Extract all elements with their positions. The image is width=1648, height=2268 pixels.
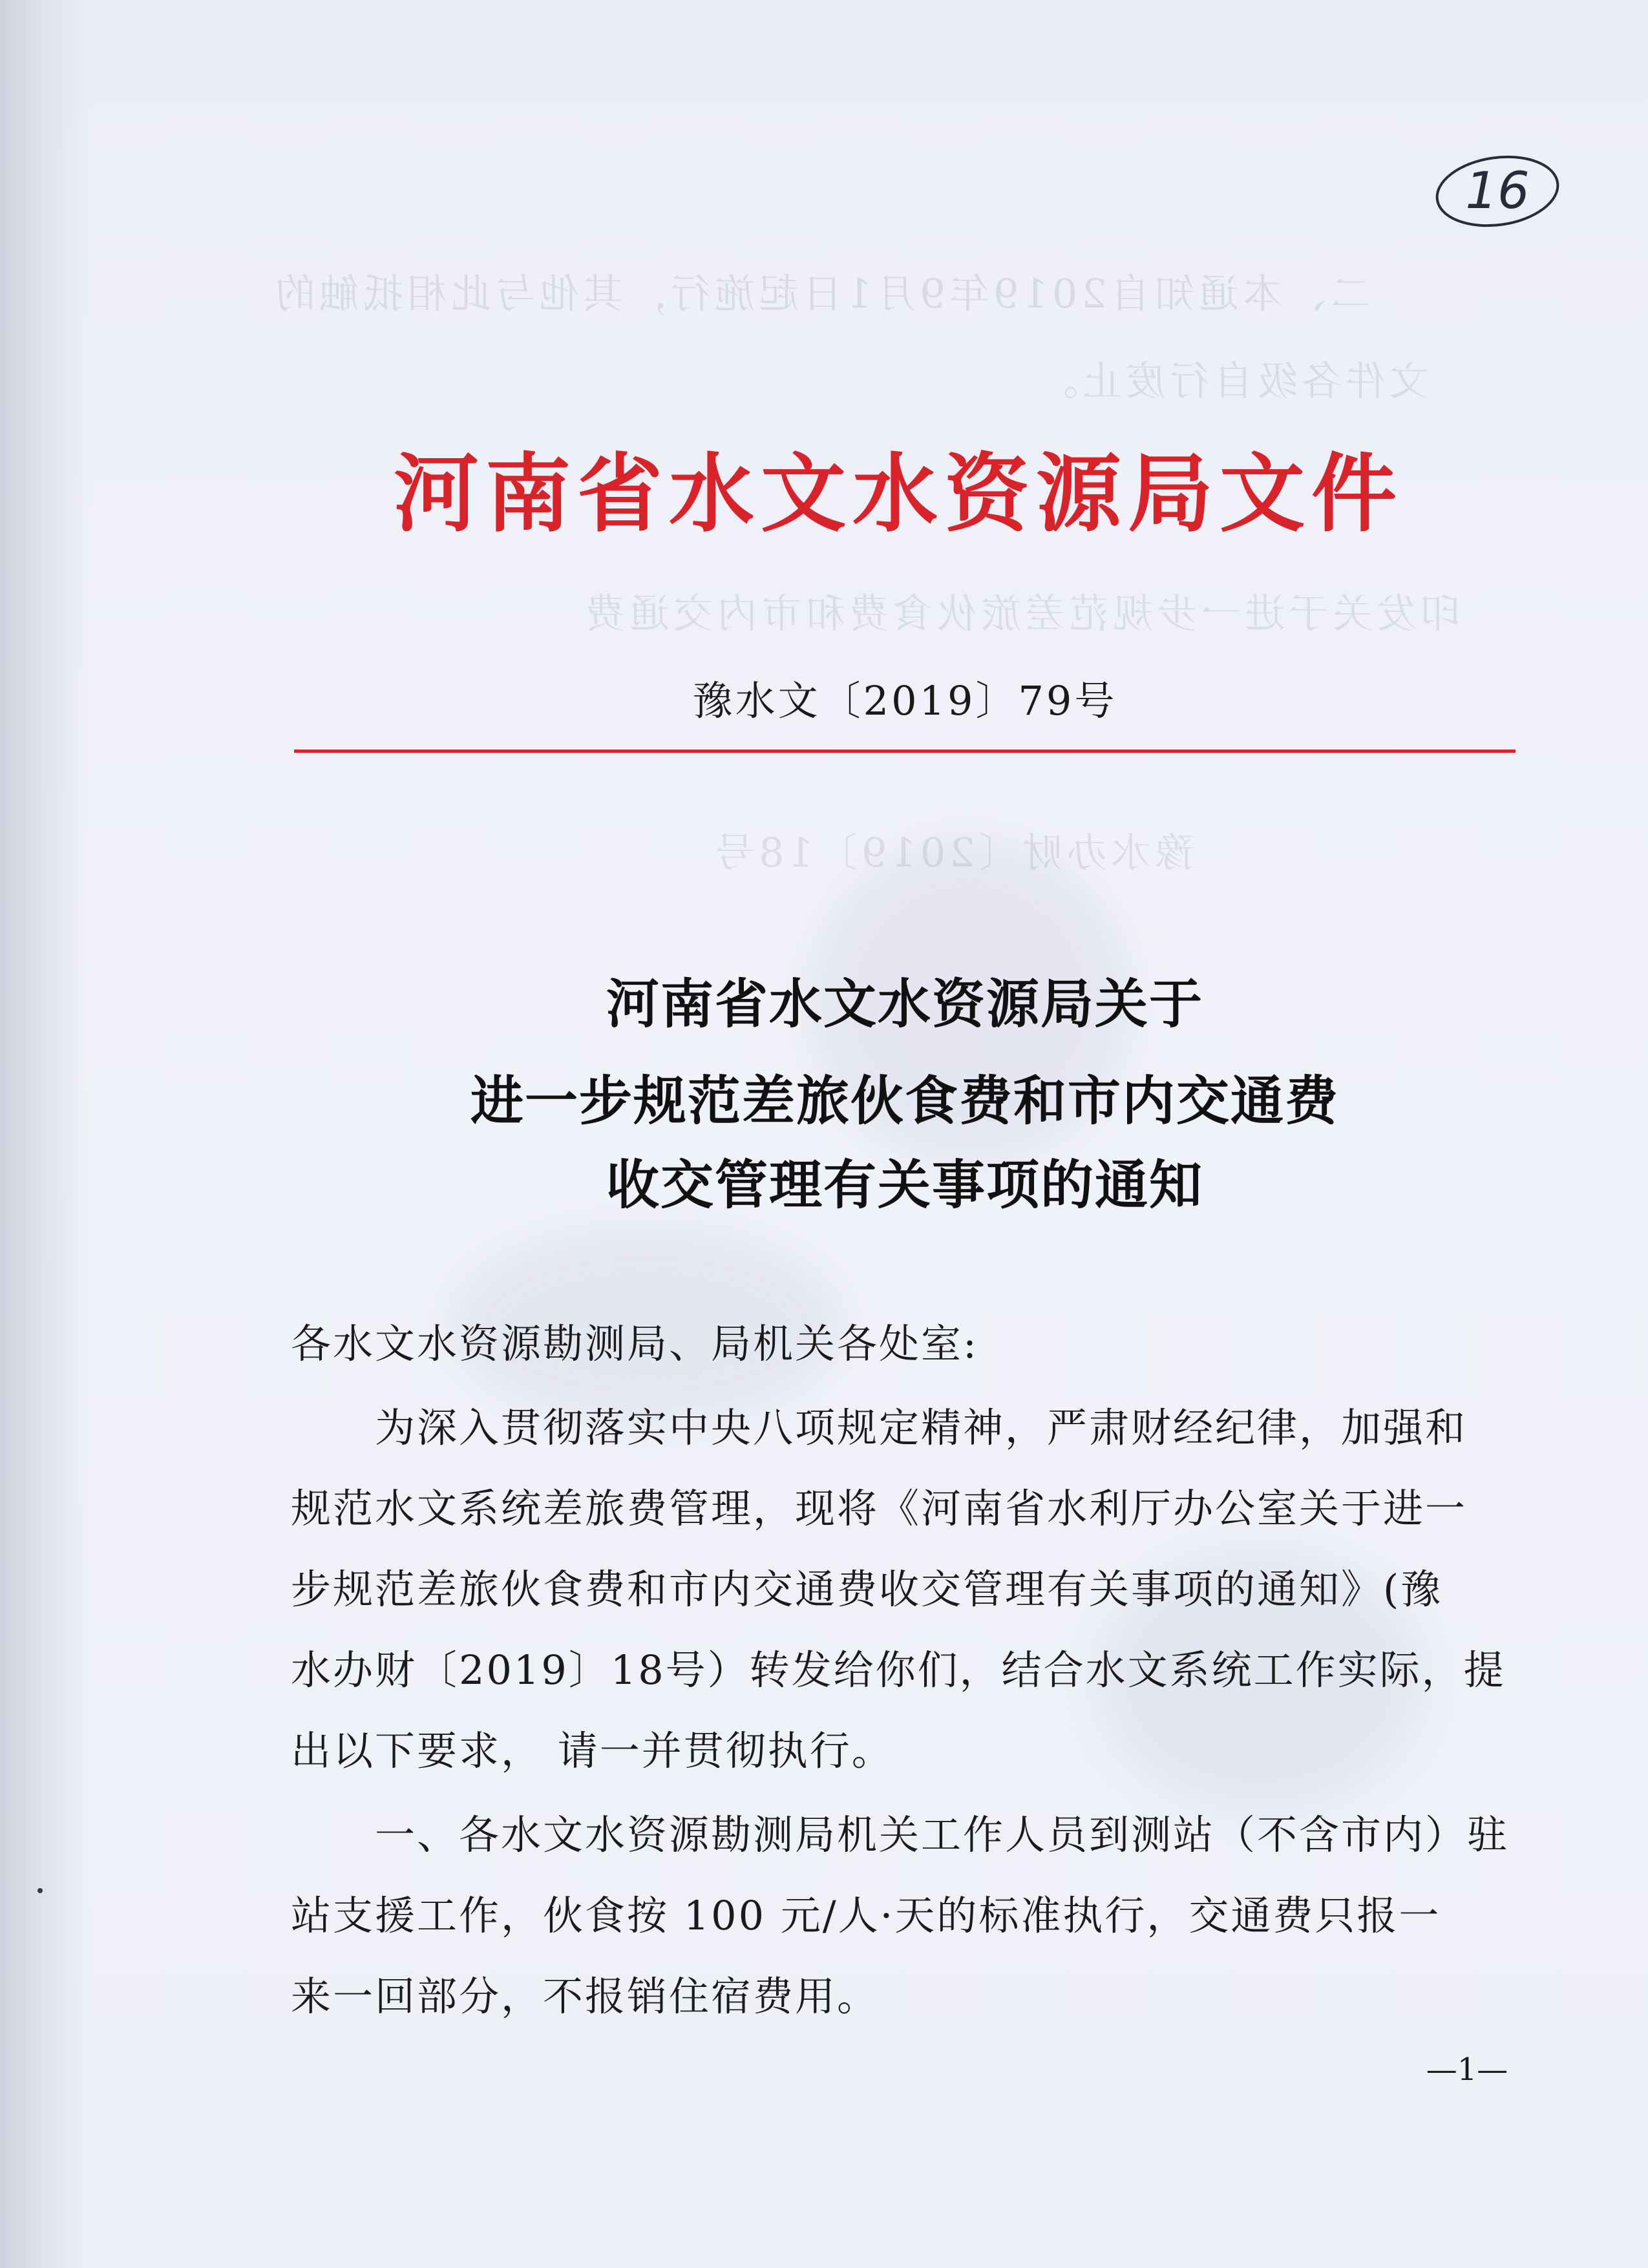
document-masthead: 河南省水文水资源局文件 bbox=[394, 445, 1403, 544]
handwritten-number-text: 16 bbox=[1465, 162, 1530, 220]
paragraph-1-line-2: 规范水文系统差旅费管理，现将《河南省水利厅办公室关于进一 bbox=[291, 1485, 1468, 1532]
document-title-line-2: 进一步规范差旅伙食费和市内交通费 bbox=[470, 1071, 1339, 1132]
red-separator-line bbox=[294, 750, 1516, 753]
document-title-line-3: 收交管理有关事项的通知 bbox=[606, 1155, 1203, 1216]
paragraph-1-line-1: 为深入贯彻落实中央八项规定精神，严肃财经纪律，加强和 bbox=[291, 1404, 1468, 1451]
bleed-through-text: 二、本通知自2019年9月1日起施行，其他与此相抵触的 bbox=[271, 270, 1371, 317]
scan-speck bbox=[37, 1888, 43, 1893]
paragraph-1-line-4: 水办财〔2019〕18号）转发给你们，结合水文系统工作实际，提 bbox=[291, 1646, 1506, 1694]
page-footer-number: —1— bbox=[1426, 2052, 1508, 2088]
document-title-line-1: 河南省水文水资源局关于 bbox=[606, 974, 1203, 1035]
paragraph-2-line-2: 站支援工作，伙食按 100 元/人·天的标准执行，交通费只报一 bbox=[291, 1892, 1441, 1939]
paragraph-2-line-3: 来一回部分，不报销住宿费用。 bbox=[291, 1973, 880, 2020]
handwritten-page-number bbox=[1431, 149, 1564, 233]
binding-shadow bbox=[0, 0, 90, 2268]
document-number: 豫水文〔2019〕79号 bbox=[692, 677, 1117, 724]
paragraph-1-line-3: 步规范差旅伙食费和市内交通费收交管理有关事项的通知》(豫 bbox=[291, 1566, 1443, 1613]
paragraph-1-line-5: 出以下要求， 请一并贯彻执行。 bbox=[291, 1727, 894, 1774]
paragraph-2-line-1: 一、各水文水资源勘测局机关工作人员到测站（不含市内）驻 bbox=[291, 1811, 1510, 1858]
addressee-line: 各水文水资源勘测局、局机关各处室: bbox=[291, 1320, 978, 1367]
bleed-through-text: 文件各级自行废止。 bbox=[1034, 357, 1430, 404]
bleed-through-text: 豫水办财〔2019〕18号 bbox=[711, 829, 1195, 876]
bleed-through-text: 印发关于进一步规范差旅伙食费和市内交通费 bbox=[582, 590, 1461, 637]
